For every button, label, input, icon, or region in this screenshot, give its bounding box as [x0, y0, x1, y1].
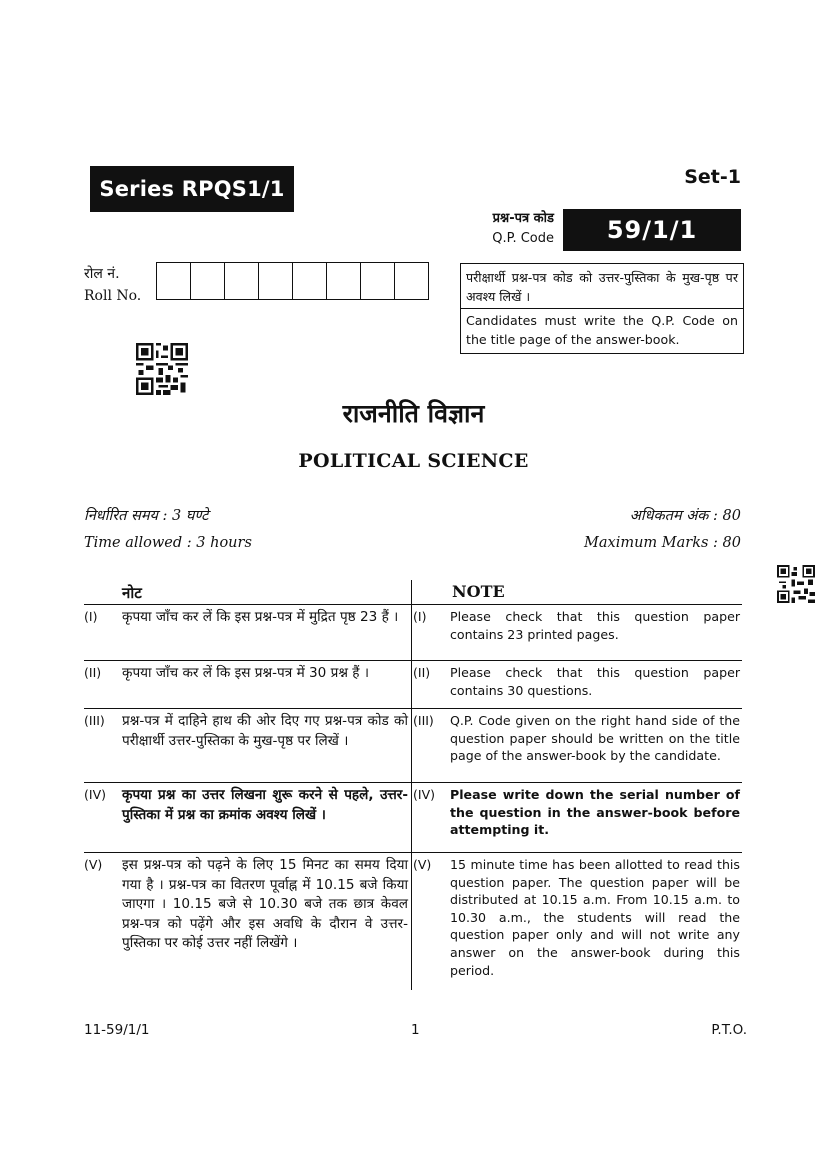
note-number-en: (IV) — [413, 787, 435, 802]
side-qr-code-icon — [777, 565, 815, 603]
note-text-hi: प्रश्न-पत्र में दाहिने हाथ की ओर दिए गए प्रश्न-पत्र कोड को परीक्षार्थी उत्तर-पुस्तिका के मुख-पृष्ठ पर लिखें । — [122, 713, 408, 749]
note-number-en: (I) — [413, 609, 427, 624]
note-number-hi: (IV) — [84, 787, 106, 802]
roll-digit-box[interactable] — [191, 263, 225, 299]
note-text-hi: कृपया प्रश्न का उत्तर लिखना शुरू करने से पहले, उत्तर-पुस्तिका में प्रश्न का क्रमांक अवश्य लिखें । — [122, 787, 408, 823]
roll-label-en: Roll No. — [84, 288, 142, 304]
note-number-hi: (V) — [84, 857, 103, 872]
qp-code-label-hi: प्रश्न-पत्र कोड — [492, 211, 554, 226]
subject-title-english: POLITICAL SCIENCE — [298, 450, 529, 472]
note-text-en: Q.P. Code given on the right hand side of the question paper should be written on the title page of the answer-book by the candidate. — [450, 713, 740, 764]
note-number-hi: (II) — [84, 665, 102, 680]
time-allowed-hi: निर्धारित समय : 3 घण्टे — [84, 508, 209, 524]
set-label: Set-1 — [684, 166, 741, 188]
subject-title-hindi: राजनीति विज्ञान — [342, 399, 485, 428]
qp-code-label-en: Q.P. Code — [492, 231, 554, 246]
note-text-en: Please check that this question paper contains 30 questions. — [450, 665, 740, 698]
footer-code: 11-59/1/1 — [84, 1022, 150, 1038]
roll-digit-box[interactable] — [157, 263, 191, 299]
qr-code-icon — [136, 343, 188, 395]
note-text-en: Please check that this question paper contains 23 printed pages. — [450, 609, 740, 642]
note-text-hi: इस प्रश्न-पत्र को पढ़ने के लिए 15 मिनट का समय दिया गया है । प्रश्न-पत्र का वितरण पूर्वाह्न में 10.15 बजे किया जाएगा । 10.15 बजे से 10.30 बजे तक छात्र केवल प्रश्न-पत्र को पढ़ेंगे और इस अवधि के दौरान वे उत्तर-पुस्तिका पर कोई उत्तर नहीं लिखेंगे । — [122, 857, 408, 951]
page-number: 1 — [411, 1022, 420, 1038]
qp-code-badge: 59/1/1 — [563, 209, 741, 251]
note-row — [84, 660, 742, 709]
roll-digit-box[interactable] — [395, 263, 428, 299]
instruction-divider — [461, 308, 743, 309]
max-marks-en: Maximum Marks : 80 — [584, 535, 741, 551]
roll-label-hi: रोल नं. — [84, 266, 120, 282]
roll-number-label — [84, 263, 141, 307]
note-row — [84, 708, 742, 783]
roll-digit-box[interactable] — [293, 263, 327, 299]
time-allowed-en: Time allowed : 3 hours — [84, 535, 252, 551]
roll-digit-box[interactable] — [225, 263, 259, 299]
note-text-hi: कृपया जाँच कर लें कि इस प्रश्न-पत्र में मुद्रित पृष्ठ 23 हैं । — [122, 609, 399, 625]
note-number-hi: (III) — [84, 713, 105, 728]
qp-code-label — [462, 209, 554, 249]
please-turn-over: P.T.O. — [711, 1022, 747, 1038]
candidate-instruction-box — [460, 263, 744, 354]
note-text-en: 15 minute time has been allotted to read this question paper. The question paper will be distributed at 10.15 a.m. From 10.15 a.m. to 10.30 a.m., the students will read the question paper only and will not write any answer on the answer-book during this period. — [450, 857, 740, 978]
instruction-en: Candidates must write the Q.P. Code on the title page of the answer-book. — [466, 313, 738, 347]
max-marks-hi: अधिकतम अंक : 80 — [629, 508, 741, 524]
note-number-hi: (I) — [84, 609, 98, 624]
note-text-hi: कृपया जाँच कर लें कि इस प्रश्न-पत्र में 30 प्रश्न हैं । — [122, 665, 369, 681]
note-number-en: (V) — [413, 857, 432, 872]
roll-digit-box[interactable] — [361, 263, 395, 299]
note-row — [84, 604, 742, 661]
note-number-en: (III) — [413, 713, 434, 728]
roll-number-boxes[interactable] — [156, 262, 429, 300]
notes-heading-hi: नोट — [122, 584, 142, 602]
roll-digit-box[interactable] — [327, 263, 361, 299]
series-badge: Series RPQS1/1 — [90, 166, 294, 212]
notes-heading-en: NOTE — [452, 582, 505, 601]
roll-digit-box[interactable] — [259, 263, 293, 299]
note-number-en: (II) — [413, 665, 431, 680]
note-row — [84, 782, 742, 853]
note-row — [84, 852, 742, 991]
note-text-en: Please write down the serial number of the question in the answer-book before attempting it. — [450, 787, 740, 838]
instruction-hi: परीक्षार्थी प्रश्न-पत्र कोड को उत्तर-पुस्तिका के मुख-पृष्ठ पर अवश्य लिखें । — [466, 270, 738, 304]
